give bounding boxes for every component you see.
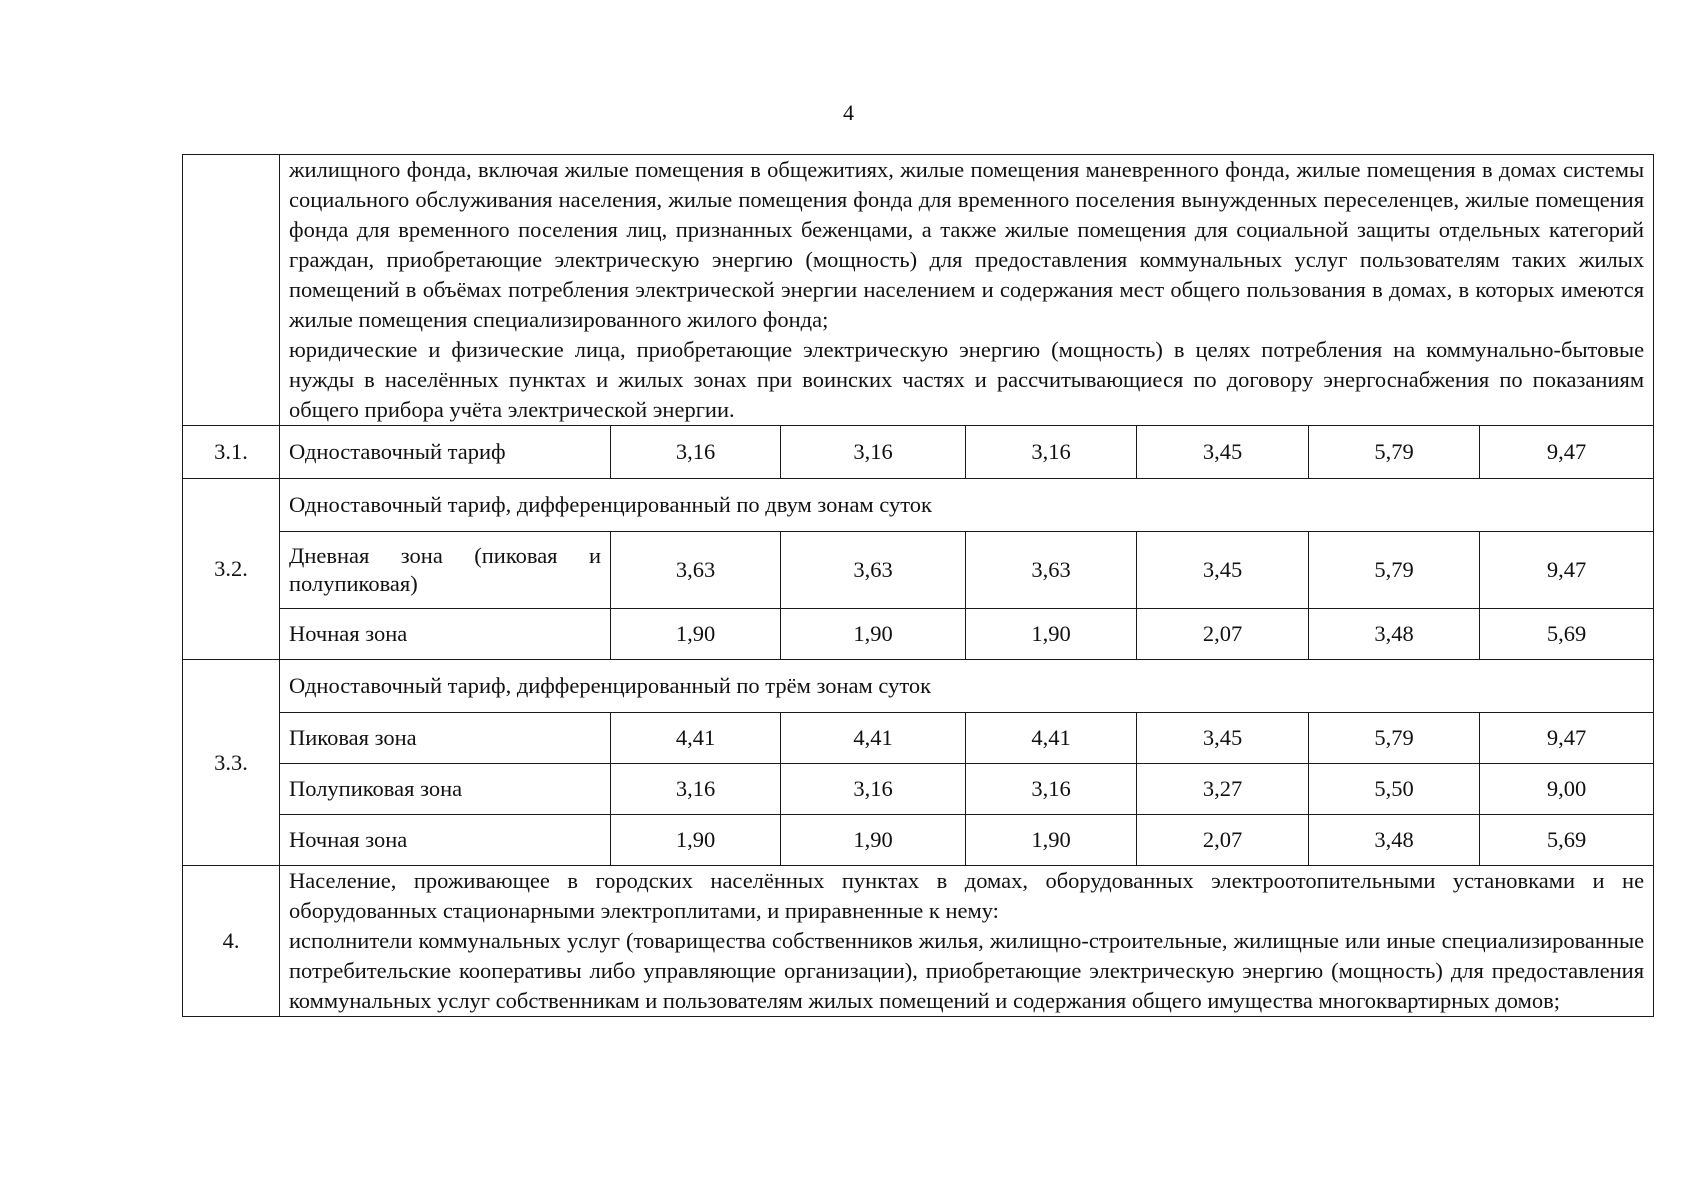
table-row bbox=[183, 713, 1654, 764]
tariff-value: 3,16 bbox=[966, 764, 1137, 815]
tariff-value: 3,63 bbox=[781, 532, 966, 609]
section-header: Одноставочный тариф, дифференцированный по трём зонам суток bbox=[280, 660, 1654, 713]
paragraph: жилищного фонда, включая жилые помещения в общежитиях, жилые помещения маневренного фонда, жилые помещения в домах системы социального обслуживания населения, жилые помещения фонда для временного поселения вынужденных переселенцев, жилые помещения фонда для временного поселения лиц, признанных беженцами, а также жилые помещения для социальной защиты отдельных категорий граждан, приобретающие электрическую энергию (мощность) для предоставления коммунальных услуг пользователям таких жилых помещений в объёмах потребления электрической энергии населением и содержания мест общего пользования в домах, в которых имеются жилые помещения специализированного жилого фонда; bbox=[289, 157, 1645, 332]
tariff-value: 9,47 bbox=[1480, 532, 1654, 609]
tariff-value: 3,63 bbox=[611, 532, 781, 609]
table-row bbox=[183, 815, 1654, 866]
row-number-cell bbox=[183, 155, 280, 426]
tariff-value: 4,41 bbox=[966, 713, 1137, 764]
tariff-value: 9,47 bbox=[1480, 426, 1654, 479]
tariff-label: Ночная зона bbox=[280, 609, 611, 660]
table-row bbox=[183, 764, 1654, 815]
tariff-table bbox=[182, 154, 1654, 1017]
table-row bbox=[183, 609, 1654, 660]
category-description-cell bbox=[280, 866, 1654, 1017]
paragraph: юридические и физические лица, приобретающие электрическую энергию (мощность) в целях потребления на коммунально-бытовые нужды в населённых пунктах и жилых зонах при воинских частях и рассчитывающиеся по договору энергоснабжения по показаниям общего прибора учёта электрической энергии. bbox=[289, 337, 1645, 422]
tariff-label: Дневная зона (пиковая и полупиковая) bbox=[280, 532, 611, 609]
tariff-value: 1,90 bbox=[611, 609, 781, 660]
row-number: 3.3. bbox=[183, 660, 280, 866]
tariff-label: Ночная зона bbox=[280, 815, 611, 866]
table-row bbox=[183, 155, 1654, 426]
tariff-value: 3,45 bbox=[1137, 426, 1309, 479]
table-row bbox=[183, 532, 1654, 609]
tariff-value: 1,90 bbox=[966, 609, 1137, 660]
row-number: 3.2. bbox=[183, 479, 280, 660]
tariff-value: 1,90 bbox=[781, 815, 966, 866]
tariff-value: 3,16 bbox=[966, 426, 1137, 479]
row-number: 4. bbox=[183, 866, 280, 1017]
tariff-value: 5,50 bbox=[1309, 764, 1480, 815]
tariff-value: 5,79 bbox=[1309, 426, 1480, 479]
page-number: 4 bbox=[843, 100, 854, 125]
continuation-text-cell bbox=[280, 155, 1654, 426]
tariff-label: Пиковая зона bbox=[280, 713, 611, 764]
tariff-value: 3,16 bbox=[781, 764, 966, 815]
row-number: 3.1. bbox=[183, 426, 280, 479]
table-row bbox=[183, 426, 1654, 479]
tariff-value: 9,00 bbox=[1480, 764, 1654, 815]
tariff-value: 1,90 bbox=[966, 815, 1137, 866]
tariff-value: 2,07 bbox=[1137, 815, 1309, 866]
tariff-value: 3,16 bbox=[781, 426, 966, 479]
paragraph: исполнители коммунальных услуг (товарищества собственников жилья, жилищно-строительные, жилищные или иные специализированные потребительские кооперативы либо управляющие организации), приобретающие электрическую энергию (мощность) для предоставления коммунальных услуг собственникам и пользователям жилых помещений и содержания общего имущества многоквартирных домов; bbox=[289, 928, 1645, 1013]
tariff-value: 5,79 bbox=[1309, 532, 1480, 609]
tariff-value: 3,45 bbox=[1137, 713, 1309, 764]
tariff-value: 3,16 bbox=[611, 426, 781, 479]
tariff-value: 1,90 bbox=[781, 609, 966, 660]
tariff-label: Полупиковая зона bbox=[280, 764, 611, 815]
tariff-value: 3,27 bbox=[1137, 764, 1309, 815]
table-row bbox=[183, 479, 1654, 532]
table-row bbox=[183, 660, 1654, 713]
section-header: Одноставочный тариф, дифференцированный по двум зонам суток bbox=[280, 479, 1654, 532]
tariff-label: Одноставочный тариф bbox=[280, 426, 611, 479]
tariff-value: 3,48 bbox=[1309, 609, 1480, 660]
tariff-value: 5,69 bbox=[1480, 815, 1654, 866]
tariff-value: 3,16 bbox=[611, 764, 781, 815]
tariff-value: 4,41 bbox=[611, 713, 781, 764]
tariff-value: 3,48 bbox=[1309, 815, 1480, 866]
tariff-value: 3,63 bbox=[966, 532, 1137, 609]
paragraph: Население, проживающее в городских населённых пунктах в домах, оборудованных электроотопительными установками и не оборудованных стационарными электроплитами, и приравненные к нему: bbox=[289, 868, 1645, 923]
tariff-value: 9,47 bbox=[1480, 713, 1654, 764]
tariff-value: 5,79 bbox=[1309, 713, 1480, 764]
tariff-value: 2,07 bbox=[1137, 609, 1309, 660]
tariff-value: 4,41 bbox=[781, 713, 966, 764]
tariff-value: 5,69 bbox=[1480, 609, 1654, 660]
tariff-value: 3,45 bbox=[1137, 532, 1309, 609]
tariff-value: 1,90 bbox=[611, 815, 781, 866]
table-row bbox=[183, 866, 1654, 1017]
